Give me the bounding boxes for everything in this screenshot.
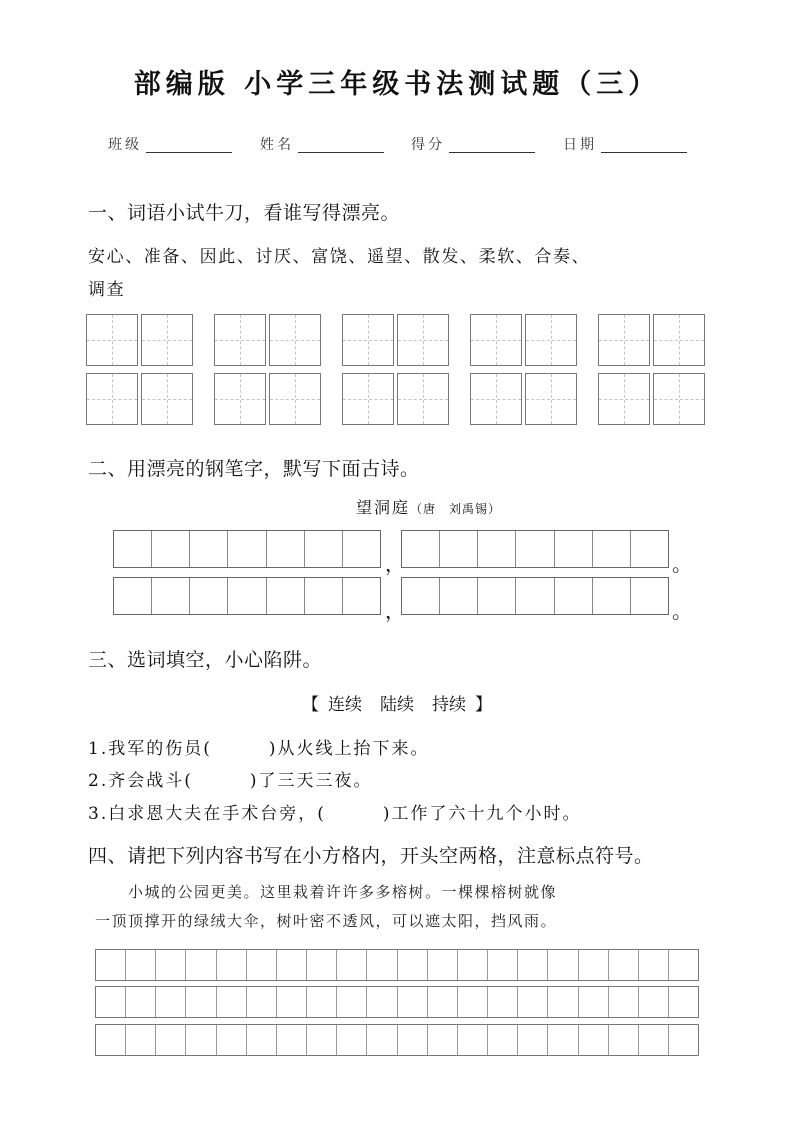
writing-grid-cell[interactable]: [186, 1025, 216, 1055]
tianzige-box[interactable]: [141, 314, 193, 366]
tianzige-box[interactable]: [342, 314, 394, 366]
writing-grid-cell[interactable]: [247, 950, 277, 980]
name-field[interactable]: [298, 152, 384, 153]
poem-line-1-comma: ，: [385, 552, 405, 576]
choice-word: 连续: [328, 695, 362, 715]
writing-grid-cell[interactable]: [277, 1025, 307, 1055]
tianzige-box[interactable]: [653, 314, 705, 366]
writing-grid-cell[interactable]: [518, 987, 548, 1017]
poem-line-2-period: 。: [672, 599, 692, 623]
poem-line-1-first-half[interactable]: [113, 530, 381, 568]
choice-bracket-open: 【: [302, 695, 319, 715]
writing-grid-cell[interactable]: [186, 987, 216, 1017]
writing-grid-cell[interactable]: [277, 987, 307, 1017]
writing-grid-cell[interactable]: [186, 950, 216, 980]
class-label: 班级: [108, 137, 142, 153]
poem-line-2-first-half[interactable]: [113, 577, 381, 615]
writing-grid-cell[interactable]: [247, 987, 277, 1017]
writing-grid-cell[interactable]: [337, 987, 367, 1017]
writing-grid-cell[interactable]: [639, 987, 669, 1017]
tianzige-box[interactable]: [86, 314, 138, 366]
passage-line-2: 一顶顶撑开的绿绒大伞，树叶密不透风，可以遮太阳，挡风雨。: [95, 912, 558, 930]
score-label: 得分: [411, 137, 445, 153]
writing-grid-cell[interactable]: [337, 1025, 367, 1055]
writing-grid-cell[interactable]: [126, 1025, 156, 1055]
tianzige-box[interactable]: [525, 314, 577, 366]
score-field[interactable]: [449, 152, 535, 153]
writing-grid-cell[interactable]: [458, 1025, 488, 1055]
writing-grid-cell[interactable]: [367, 987, 397, 1017]
poem-line-2-comma: ，: [385, 599, 405, 623]
writing-grid-cell[interactable]: [609, 1025, 639, 1055]
writing-grid-cell[interactable]: [639, 1025, 669, 1055]
writing-grid-cell[interactable]: [488, 987, 518, 1017]
tianzige-box[interactable]: [86, 373, 138, 425]
choice-word: 持续: [432, 695, 466, 715]
tianzige-box[interactable]: [470, 373, 522, 425]
section-2-heading: 二、用漂亮的钢笔字，默写下面古诗。: [88, 458, 420, 480]
word-list-line-2: 调查: [88, 280, 126, 300]
writing-grid-cell[interactable]: [126, 950, 156, 980]
writing-grid-cell[interactable]: [518, 950, 548, 980]
writing-grid-cell[interactable]: [398, 1025, 428, 1055]
writing-grid-cell[interactable]: [307, 950, 337, 980]
writing-grid-cell[interactable]: [579, 950, 609, 980]
writing-grid-row[interactable]: [95, 986, 699, 1018]
section-4-heading: 四、请把下列内容书写在小方格内，开头空两格，注意标点符号。: [88, 845, 654, 867]
poem-title: [356, 495, 501, 518]
tianzige-box[interactable]: [141, 373, 193, 425]
tianzige-box[interactable]: [397, 373, 449, 425]
writing-grid-cell[interactable]: [548, 987, 578, 1017]
writing-grid-cell[interactable]: [609, 950, 639, 980]
section-3-heading: 三、选词填空，小心陷阱。: [88, 649, 323, 671]
tianzige-box[interactable]: [598, 373, 650, 425]
choice-bracket-close: 】: [475, 695, 492, 715]
writing-grid-cell[interactable]: [428, 987, 458, 1017]
word-choices: [0, 690, 794, 715]
question-3: 3.白求恩大夫在手术台旁，( )工作了六十九个小时。: [88, 804, 582, 824]
writing-grid-cell[interactable]: [639, 950, 669, 980]
writing-grid-cell[interactable]: [156, 1025, 186, 1055]
tianzige-box[interactable]: [214, 314, 266, 366]
writing-grid-cell[interactable]: [579, 1025, 609, 1055]
writing-grid-cell[interactable]: [96, 1025, 126, 1055]
writing-grid-cell[interactable]: [277, 950, 307, 980]
class-field[interactable]: [146, 152, 232, 153]
name-label: 姓名: [260, 137, 294, 153]
writing-grid-cell[interactable]: [669, 987, 698, 1017]
tianzige-box[interactable]: [598, 314, 650, 366]
passage-line-1: 小城的公园更美。这里栽着许许多多榕树。一棵棵榕树就像: [128, 883, 558, 901]
writing-grid-cell[interactable]: [217, 1025, 247, 1055]
tianzige-box[interactable]: [470, 314, 522, 366]
writing-grid-cell[interactable]: [488, 1025, 518, 1055]
writing-grid-cell[interactable]: [488, 950, 518, 980]
writing-grid-cell[interactable]: [217, 950, 247, 980]
writing-grid-cell[interactable]: [579, 987, 609, 1017]
writing-grid-cell[interactable]: [669, 1025, 698, 1055]
page-title: 部编版 小学三年级书法测试题（三）: [133, 69, 661, 100]
writing-grid-row[interactable]: [95, 1024, 699, 1056]
writing-grid-cell[interactable]: [398, 950, 428, 980]
writing-grid-cell[interactable]: [96, 987, 126, 1017]
writing-grid-cell[interactable]: [367, 950, 397, 980]
writing-grid-cell[interactable]: [126, 987, 156, 1017]
writing-grid-cell[interactable]: [337, 950, 367, 980]
writing-grid-cell[interactable]: [669, 950, 698, 980]
tianzige-box[interactable]: [653, 373, 705, 425]
writing-grid-cell[interactable]: [307, 1025, 337, 1055]
writing-grid-cell[interactable]: [609, 987, 639, 1017]
word-list-line-1: 安心、准备、因此、讨厌、富饶、遥望、散发、柔软、合奏、: [88, 247, 591, 267]
writing-grid-cell[interactable]: [156, 987, 186, 1017]
date-label: 日期: [563, 137, 597, 153]
tianzige-box[interactable]: [269, 373, 321, 425]
poem-name: 望洞庭: [356, 498, 411, 517]
writing-grid-cell[interactable]: [156, 950, 186, 980]
date-field[interactable]: [601, 152, 687, 153]
section-1-heading: 一、词语小试牛刀，看谁写得漂亮。: [88, 202, 401, 224]
writing-grid-cell[interactable]: [548, 1025, 578, 1055]
writing-grid-cell[interactable]: [96, 950, 126, 980]
writing-grid-cell[interactable]: [458, 987, 488, 1017]
writing-grid-cell[interactable]: [428, 950, 458, 980]
tianzige-box[interactable]: [342, 373, 394, 425]
poem-author: （唐 刘禹锡）: [410, 502, 502, 516]
writing-grid-cell[interactable]: [428, 1025, 458, 1055]
question-1: 1.我军的伤员( )从火线上抬下来。: [88, 739, 430, 759]
poem-line-2-second-half[interactable]: [401, 577, 669, 615]
writing-grid-cell[interactable]: [367, 1025, 397, 1055]
writing-grid-cell[interactable]: [548, 950, 578, 980]
poem-line-1-second-half[interactable]: [401, 530, 669, 568]
tianzige-box[interactable]: [269, 314, 321, 366]
writing-grid-cell[interactable]: [217, 987, 247, 1017]
tianzige-box[interactable]: [525, 373, 577, 425]
writing-grid-cell[interactable]: [398, 987, 428, 1017]
tianzige-box[interactable]: [214, 373, 266, 425]
writing-grid-row[interactable]: [95, 949, 699, 981]
writing-grid-cell[interactable]: [307, 987, 337, 1017]
choice-word: 陆续: [380, 695, 414, 715]
writing-grid-cell[interactable]: [458, 950, 488, 980]
question-2: 2.齐会战斗( )了三天三夜。: [88, 771, 373, 791]
poem-line-1-period: 。: [672, 552, 692, 576]
tianzige-box[interactable]: [397, 314, 449, 366]
writing-grid-cell[interactable]: [247, 1025, 277, 1055]
writing-grid-cell[interactable]: [518, 1025, 548, 1055]
